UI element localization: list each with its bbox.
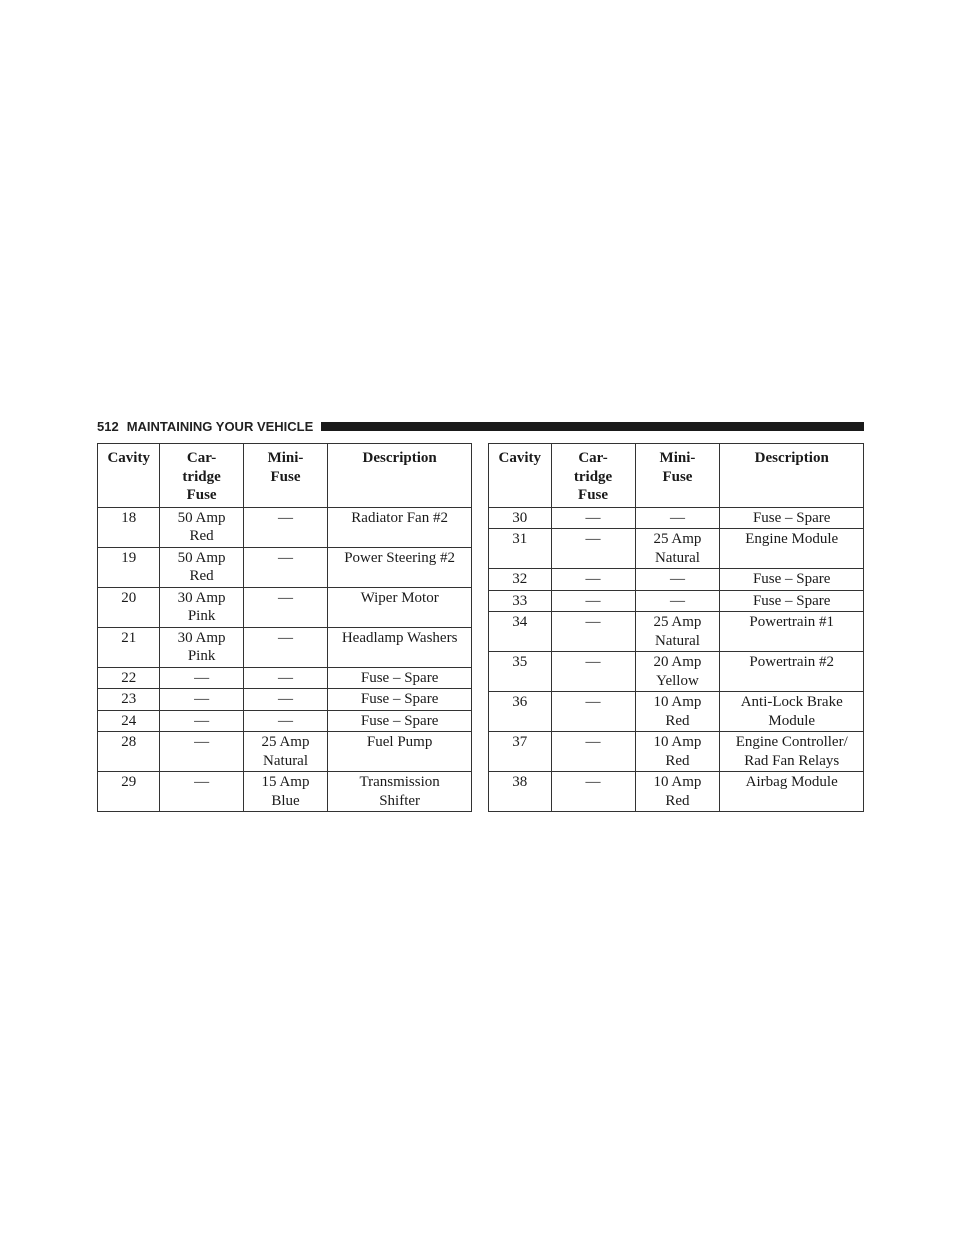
fuse-table-right <box>488 443 864 812</box>
fuse-table-left <box>97 443 472 812</box>
mini-fuse-cell: — <box>243 587 327 627</box>
description-cell: Fuse – Spare <box>328 710 472 732</box>
cavity-cell: 35 <box>489 652 552 692</box>
page-number: 512 <box>97 418 119 434</box>
cavity-cell: 20 <box>98 587 160 627</box>
table-row <box>98 507 472 547</box>
cavity-cell: 19 <box>98 547 160 587</box>
table-row <box>489 507 864 529</box>
cartridge-fuse-cell: — <box>160 772 243 812</box>
col-header-mini-fuse: Mini- Fuse <box>635 444 720 508</box>
cavity-cell: 38 <box>489 772 552 812</box>
mini-fuse-cell: — <box>635 590 720 612</box>
header-rule <box>321 422 864 431</box>
table-row <box>98 667 472 689</box>
mini-fuse-cell: 10 Amp Red <box>635 772 720 812</box>
cartridge-fuse-cell: — <box>551 529 635 569</box>
table-row <box>98 587 472 627</box>
mini-fuse-cell: — <box>243 507 327 547</box>
cavity-cell: 34 <box>489 612 552 652</box>
description-cell: Airbag Module <box>720 772 864 812</box>
mini-fuse-cell: 25 Amp Natural <box>635 529 720 569</box>
col-header-description: Description <box>720 444 864 508</box>
cavity-cell: 37 <box>489 732 552 772</box>
cavity-cell: 33 <box>489 590 552 612</box>
col-header-cartridge-fuse: Car- tridge Fuse <box>160 444 243 508</box>
cartridge-fuse-cell: 50 Amp Red <box>160 547 243 587</box>
table-row <box>489 732 864 772</box>
left-table-body <box>98 507 472 812</box>
description-cell: Fuse – Spare <box>328 667 472 689</box>
col-header-cartridge-fuse: Car- tridge Fuse <box>551 444 635 508</box>
table-header-row <box>489 444 864 508</box>
description-cell: Fuse – Spare <box>328 689 472 711</box>
cartridge-fuse-cell: — <box>551 569 635 591</box>
cartridge-fuse-cell: — <box>551 692 635 732</box>
mini-fuse-cell: — <box>243 710 327 732</box>
table-row <box>489 692 864 732</box>
cartridge-fuse-cell: — <box>551 732 635 772</box>
mini-fuse-cell: — <box>243 627 327 667</box>
cavity-cell: 22 <box>98 667 160 689</box>
cartridge-fuse-cell: 50 Amp Red <box>160 507 243 547</box>
section-title: MAINTAINING YOUR VEHICLE <box>126 418 314 434</box>
mini-fuse-cell: — <box>635 569 720 591</box>
description-cell: Fuse – Spare <box>720 507 864 529</box>
cartridge-fuse-cell: — <box>551 772 635 812</box>
description-cell: Fuel Pump <box>328 732 472 772</box>
cartridge-fuse-cell: — <box>551 612 635 652</box>
description-cell: Power Steering #2 <box>328 547 472 587</box>
cartridge-fuse-cell: — <box>160 710 243 732</box>
description-cell: Engine Module <box>720 529 864 569</box>
mini-fuse-cell: 15 Amp Blue <box>243 772 327 812</box>
table-row <box>489 612 864 652</box>
description-cell: Anti-Lock Brake Module <box>720 692 864 732</box>
table-row <box>98 772 472 812</box>
right-table-body <box>489 507 864 812</box>
table-row <box>489 772 864 812</box>
cavity-cell: 29 <box>98 772 160 812</box>
table-header-row <box>98 444 472 508</box>
cavity-cell: 21 <box>98 627 160 667</box>
cartridge-fuse-cell: — <box>160 667 243 689</box>
description-cell: Radiator Fan #2 <box>328 507 472 547</box>
table-row <box>489 590 864 612</box>
cavity-cell: 28 <box>98 732 160 772</box>
cartridge-fuse-cell: — <box>160 689 243 711</box>
table-row <box>489 569 864 591</box>
description-cell: Fuse – Spare <box>720 590 864 612</box>
cartridge-fuse-cell: — <box>551 507 635 529</box>
col-header-cavity: Cavity <box>489 444 552 508</box>
description-cell: Powertrain #1 <box>720 612 864 652</box>
cavity-cell: 23 <box>98 689 160 711</box>
cavity-cell: 30 <box>489 507 552 529</box>
mini-fuse-cell: — <box>635 507 720 529</box>
cavity-cell: 18 <box>98 507 160 547</box>
mini-fuse-cell: 25 Amp Natural <box>635 612 720 652</box>
cartridge-fuse-cell: — <box>160 732 243 772</box>
col-header-description: Description <box>328 444 472 508</box>
table-row <box>98 547 472 587</box>
cavity-cell: 36 <box>489 692 552 732</box>
table-row <box>98 689 472 711</box>
cartridge-fuse-cell: 30 Amp Pink <box>160 627 243 667</box>
mini-fuse-cell: — <box>243 689 327 711</box>
table-row <box>98 732 472 772</box>
mini-fuse-cell: 10 Amp Red <box>635 692 720 732</box>
description-cell: Headlamp Washers <box>328 627 472 667</box>
mini-fuse-cell: 25 Amp Natural <box>243 732 327 772</box>
table-row <box>98 710 472 732</box>
mini-fuse-cell: — <box>243 667 327 689</box>
col-header-mini-fuse: Mini- Fuse <box>243 444 327 508</box>
mini-fuse-cell: 10 Amp Red <box>635 732 720 772</box>
cartridge-fuse-cell: — <box>551 652 635 692</box>
mini-fuse-cell: — <box>243 547 327 587</box>
description-cell: Wiper Motor <box>328 587 472 627</box>
mini-fuse-cell: 20 Amp Yellow <box>635 652 720 692</box>
description-cell: Transmission Shifter <box>328 772 472 812</box>
col-header-cavity: Cavity <box>98 444 160 508</box>
cavity-cell: 24 <box>98 710 160 732</box>
cavity-cell: 32 <box>489 569 552 591</box>
description-cell: Powertrain #2 <box>720 652 864 692</box>
description-cell: Fuse – Spare <box>720 569 864 591</box>
table-row <box>489 529 864 569</box>
cartridge-fuse-cell: — <box>551 590 635 612</box>
cartridge-fuse-cell: 30 Amp Pink <box>160 587 243 627</box>
cavity-cell: 31 <box>489 529 552 569</box>
page-header <box>97 416 864 436</box>
table-row <box>489 652 864 692</box>
table-row <box>98 627 472 667</box>
description-cell: Engine Controller/ Rad Fan Relays <box>720 732 864 772</box>
